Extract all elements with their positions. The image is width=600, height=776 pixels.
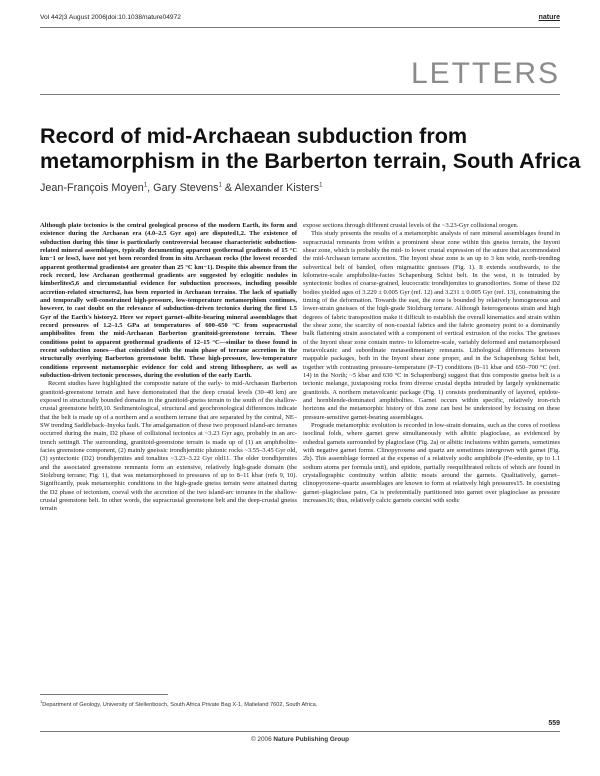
article-title-line-1: Record of mid-Archaean subduction from xyxy=(40,123,468,148)
copyright-prefix: © 2006 xyxy=(250,736,274,743)
section-divider xyxy=(40,94,560,95)
author-name[interactable]: Gary Stevens xyxy=(153,182,219,194)
abstract: Although plate tectonics is the central geological process of the modern Earth, its form and existence during the Archaean era (4.0–2.5 Gyr ago) are disputed1,2. The existence of subduction during this time is particularly controversial because characteristic subduction-related mineral assemblages, typically documenting apparent geothermal gradients of 15 °C km−1 or less3, have not yet been recorded from in situ Archaean rocks (the lowest recorded apparent geothermal gradients4 are greater than 25 °C km−1). Despite this absence from the rock record, low Archaean geothermal gradients are suggested by eclogitic nodules in kimberlites5,6 and circumstantial evidence for subduction processes, including possible accretion-related structures2, has been reported in Archaean terrains. The lack of spatially and temporally well-constrained high-pressure, low-temperature metamorphism continues, however, to cast doubt on the relevance of subduction-driven tectonics during the first 1.5 Gyr of the Earth's history2. Here we report garnet–albite-bearing mineral assemblages that record pressures of 1.2–1.5 GPa at temperatures of 600–650 °C from supracrustal amphibolites from the mid-Archaean Barberton granitoid-greenstone terrain. These conditions point to apparent geothermal gradients of 12–15 °C—similar to those found in recent subduction zones—that coincided with the main phase of terrane accretion in the structurally overlying Barberton greenstone belt8. These high-pressure, low-temperature conditions represent metamorphic evidence for cold and strong lithosphere, as well as subduction-driven tectonic processes, during the evolution of the early Earth. xyxy=(40,222,297,379)
citation-line: Vol 442|3 August 2006|doi:10.1038/nature04972 xyxy=(40,14,181,21)
running-header xyxy=(40,14,560,26)
copyright-notice xyxy=(0,736,600,743)
body-column-left xyxy=(40,222,297,513)
affiliation-text: Department of Geology, University of Stellenbosch, South Africa Private Bag X-1, Matieland 7602, South Africa. xyxy=(42,701,318,708)
article-title-line-2: metamorphism in the Barberton terrain, South Africa xyxy=(40,148,581,173)
author-list: Jean-François Moyen$^1$, Gary Stevens$^1$ & Alexander Kisters$^1$ xyxy=(40,182,323,194)
body-paragraph: expose sections through different crustal levels of the ~3.23-Gyr collisional orogen. xyxy=(303,222,519,229)
article-title xyxy=(40,123,581,173)
body-paragraph: Recent studies have highlighted the composite nature of the early- to mid-Archaean Barberton granitoid-greenstone terrain and have demonstrated that the deep crustal levels (30–40 km) are exposed in structurally bounded domains in the granitoid-gneiss terrain to the south of the shallow-crustal greenstone belt9,10. Sedimentological, structural and geochronological differences indicate that the belt is made up of a northern and a southern terrane that are separated by the central, NE–SW trending Saddleback–Inyoka fault. The amalgamation of these two proposed island-arc terranes occurred during the main, D2 phase of collisional tectonics at ~3.23 Gyr ago, probably in an arc-trench setting8. The surrounding, granitoid-greenstone terrain is made up of (1) an amphibolite-facies greenstone component, (2) mainly gneissic trondhjemitic plutonic rocks ~3.55–3.45 Gyr old, (3) syntectonic (D2) trondhjemites and tonalites ~3.23–3.22 Gyr old11. The older trondhjemites and the associated greenstone remnants form an extensive, relatively high-grade domain (the Stolzburg terrane; Fig. 1), that was metamorphosed to pressures of up to 8–11 kbar (refs 9, 10). Significantly, peak metamorphic conditions in the high-grade gneiss terrain were attained during the D2 phase of tectonism, coeval with the accretion of the two island-arc terranes in the shallow-crustal greenstone belt. In other words, the supracrustal greenstone belt and the deep-crustal gneiss terrain xyxy=(40,380,297,513)
affiliation-footnote xyxy=(40,699,317,708)
affiliation-marker: 1 xyxy=(40,699,43,704)
publisher-name: Nature Publishing Group xyxy=(273,736,350,743)
footer-divider xyxy=(40,731,560,732)
affiliation-marker: 1 xyxy=(143,182,148,189)
body-paragraph: Prograde metamorphic evolution is recorded in low-strain domains, such as the cores of rootless isoclinal folds, where garnet grew simultaneously with albitic plagioclase, as evidenced by euhedral garnets surrounded by plagioclase (Fig. 2a) or albitic inclusions within garnets, sometimes with negative garnet forms. Clinopyroxene and quartz are sometimes intergrown with garnet (Fig. 2b). This assemblage formed at the expense of a relatively sodic amphibole (Fe-edenite, up to 1.1 sodium atoms per formula unit), and epidote, partially reequilibrated relicts of which are found in crystallographic continuity within albitic moats around the garnets. Qualitatively, garnet–clinopyroxene–quartz assemblages are known to form at relatively high pressures15. In coexisting garnet–plagioclase pairs, Ca is preferentially partitioned into garnet over plagioclase as pressure increases16; thus, relatively calcic garnets coexist with sodic xyxy=(303,421,560,504)
section-heading: LETTERS xyxy=(410,57,560,90)
author-name[interactable]: Alexander Kisters xyxy=(234,182,320,194)
page-number: 559 xyxy=(548,720,560,727)
journal-logo[interactable]: nature xyxy=(538,14,560,21)
affiliation-marker: 1 xyxy=(319,182,323,189)
body-paragraph: This study presents the results of a metamorphic analysis of rare mineral assemblages found in supracrustal remnants from within a prominent shear zone within this gneiss terrain, the Inyoni shear zone, which is probably the mid- to lower crustal expression of the suture that accommodated the mid-Archaean terrane accretion. The Inyoni shear zone is an up to 3 km wide, north-trending subvertical belt of banded, often migmatitic gneisses (Fig. 1). It extends southwards, to the kilometre-scale amphibolite-facies Schapenburg Schist belt. In the west, it is intruded by syntectonic bodies of coarse-grained, leucocratic trondhjemites to granodiorites. Some of these D2 bodies yielded ages of 3.229 ± 0.005 Gyr (ref. 12) and 3.231 ± 0.005 Gyr (ref. 13), constraining the timing of the deformation. Towards the east, the zone is bounded by relatively homogeneous and lower-strain gneisses of the high-grade Stolzburg terrane. Although heterogeneous strain and high degrees of fabric transposition make it difficult to establish the overall kinematics and strain within the shear zone, the scarcity of non-coaxial fabrics and the fabric geometry point to a dominantly bulk flattening strain associated with a component of vertical extrusion of the rocks. The gneisses of the Inyoni shear zone contain metre- to kilometre-scale, variably deformed and metamorphosed metavolcanic and subordinate metasedimentary remnants. Lithological differences between mappable packages, both in the Inyoni shear zone proper, and in the Schapenburg Schist belt, together with contrasting pressure–temperature (P–T) conditions (8–11 kbar and 650–700 °C (ref. 14) in the North; ~5 kbar and 630 °C in Schapenburg) suggest that this composite gneiss belt is a tectonic melange, juxtaposing rocks from diverse crustal depths intruded by largely synkinematic granitoids. A northern metavolcanic package (Fig. 1) consists predominantly of layered, epidote- and hornblende-dominated amphibolites. Garnet occurs within specific, relatively iron-rich horizons and the metamorphic history of this zone can best be understood by focusing on these pressure-sensitive garnet-bearing assemblages. xyxy=(303,230,560,421)
header-divider xyxy=(40,27,560,28)
author-separator: & xyxy=(221,182,235,194)
author-name[interactable]: Jean-François Moyen xyxy=(40,182,144,194)
body-column-right xyxy=(303,222,560,505)
footnote-divider xyxy=(40,694,168,695)
affiliation-marker: 1 xyxy=(218,182,222,189)
